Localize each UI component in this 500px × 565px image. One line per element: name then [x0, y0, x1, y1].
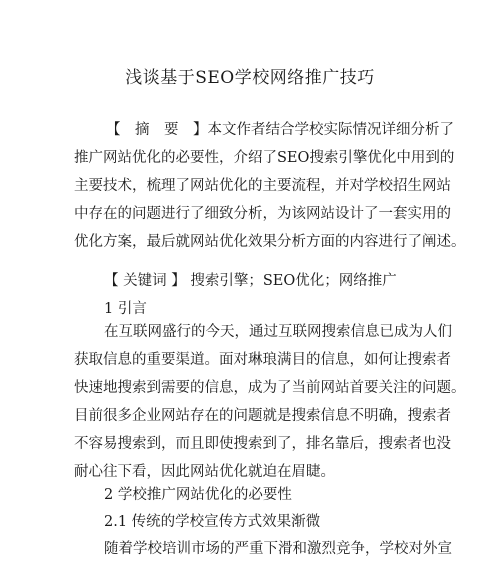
paragraph-line: 不容易搜索到，而且即使搜索到了，排名靠后，搜索者也没	[74, 436, 451, 452]
abstract-line: 优化方案，最后就网站优化效果分析方面的内容进行了阐述。	[74, 234, 466, 250]
keywords-line: 【 关键词 】 搜索引擎；SEO优化；网络推广	[104, 273, 397, 289]
paragraph-line: 在互联网盛行的今天，通过互联网搜索信息已成为人们	[104, 324, 452, 340]
abstract-line: 推广网站优化的必要性，介绍了SEO搜索引擎优化中用到的	[74, 150, 455, 166]
necessity-paragraph	[74, 535, 452, 563]
section-heading-introduction: 1 引言	[104, 301, 147, 317]
introduction-paragraph	[74, 318, 466, 486]
paragraph-line: 快速地搜索到需要的信息，成为了当前网站首要关注的问题。	[74, 380, 466, 396]
abstract-paragraph	[74, 116, 466, 256]
abstract-line: 主要技术，梳理了网站优化的主要流程，并对学校招生网站	[74, 178, 451, 194]
subsection-heading-traditional: 2.1 传统的学校宣传方式效果渐微	[104, 514, 321, 530]
paragraph-line: 目前很多企业网站存在的问题就是搜索信息不明确，搜索者	[74, 408, 451, 424]
paragraph-line: 随着学校培训市场的严重下滑和激烈竞争，学校对外宣	[104, 541, 452, 557]
abstract-line: 【 摘 要 】本文作者结合学校实际情况详细分析了	[106, 122, 454, 138]
document-title: 浅谈基于SEO学校网络推广技巧	[125, 68, 375, 88]
abstract-line: 中存在的问题进行了细致分析，为该网站设计了一套实用的	[74, 206, 451, 222]
paragraph-line: 获取信息的重要渠道。面对琳琅满目的信息，如何让搜索者	[74, 352, 451, 368]
section-heading-necessity: 2 学校推广网站优化的必要性	[104, 487, 292, 503]
paragraph-line: 耐心往下看，因此网站优化就迫在眉睫。	[74, 464, 335, 480]
